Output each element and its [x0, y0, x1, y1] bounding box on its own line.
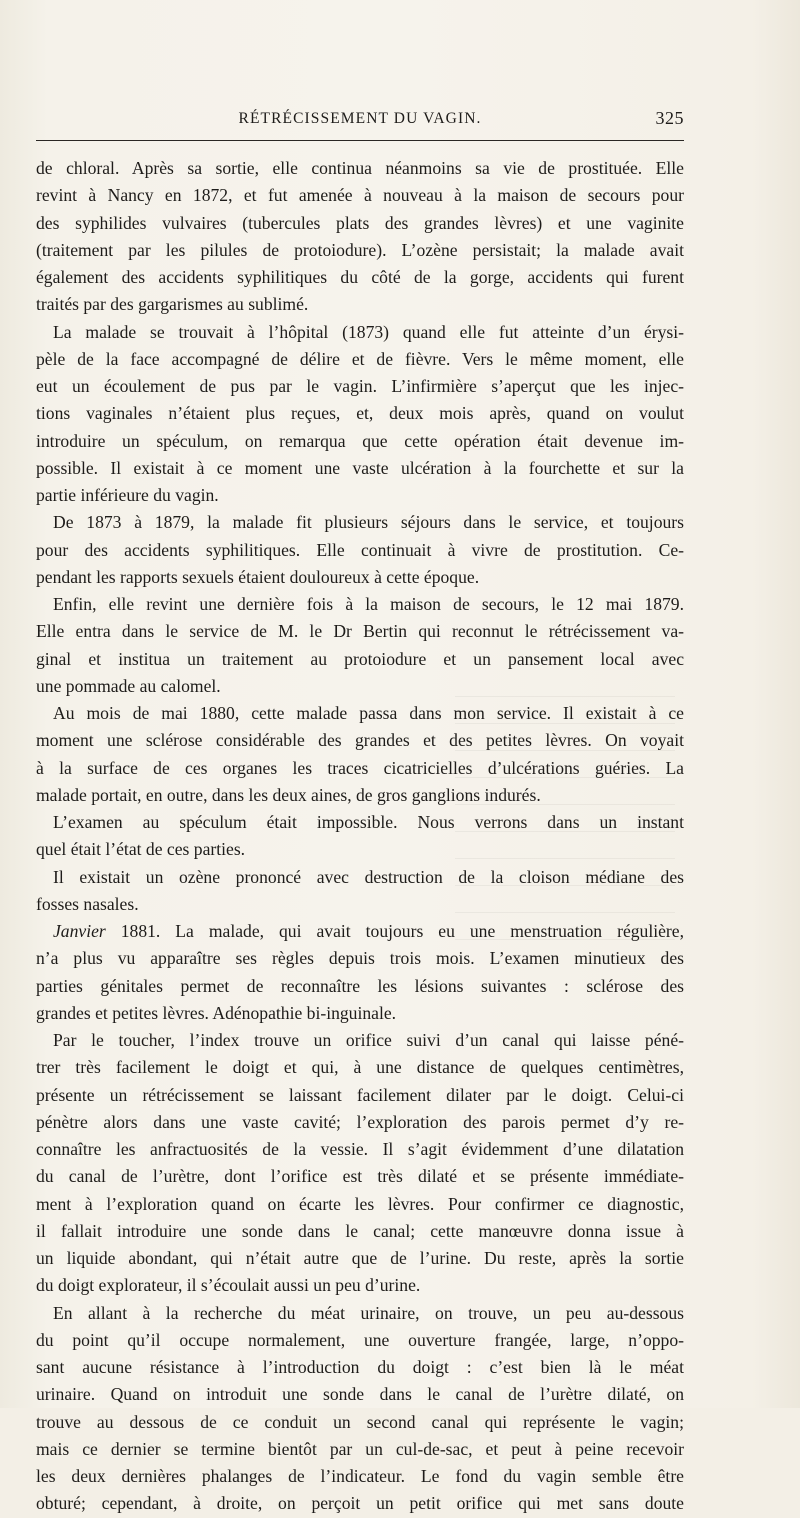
- text-line: à la surface de ces organes les traces cicatricielles d’ulcérations guéries. La: [36, 757, 684, 778]
- text-line: les deux dernières phalanges de l’indicateur. Le fond du vagin semble être: [36, 1466, 684, 1486]
- text-line: du doigt explorateur, il s’écoulait aussi un peu d’urine.: [36, 1275, 421, 1296]
- text-line: pèle de la face accompagné de délire et de fièvre. Vers le même moment, elle: [36, 348, 684, 369]
- running-title: RÉTRÉCISSEMENT DU VAGIN.: [238, 110, 482, 127]
- italic-date-word: Janvier: [53, 921, 106, 941]
- text-line: un liquide abondant, qui n’était autre que de l’urine. Du reste, après la sortie: [36, 1248, 684, 1268]
- text-line: eut un écoulement de pus par le vagin. L’infirmière s’aperçut que les injec-: [36, 376, 684, 396]
- text-line: de chloral. Après sa sortie, elle continua néanmoins sa vie de prostituée. Elle: [36, 158, 684, 178]
- text-line: moment une sclérose considérable des grandes et des petites lèvres. On voyait: [36, 730, 684, 751]
- text-line: il fallait introduire une sonde dans le canal; cette manœuvre donna issue à: [36, 1220, 684, 1241]
- page-header: [36, 108, 684, 132]
- text-line: revint à Nancy en 1872, et fut amenée à nouveau à la maison de secours pour: [36, 185, 684, 206]
- text-line: Enfin, elle revint une dernière fois à la maison de secours, le 12 mai 1879.: [53, 594, 684, 614]
- text-line: sant aucune résistance à l’introduction du doigt : c’est bien là le méat: [36, 1357, 684, 1377]
- body-text: [36, 155, 684, 1518]
- text-line: trer très facilement le doigt et qui, à une distance de quelques centimètres,: [36, 1057, 684, 1078]
- text-line: possible. Il existait à ce moment une vaste ulcération à la fourchette et sur la: [36, 457, 684, 478]
- text-line: mais ce dernier se termine bientôt par un cul-de-sac, et peut à peine recevoir: [36, 1438, 684, 1459]
- text-line: une pommade au calomel.: [36, 675, 221, 696]
- text-line: fosses nasales.: [36, 893, 139, 914]
- text-line: des syphilides vulvaires (tubercules plats des grandes lèvres) et une vaginite: [36, 212, 684, 233]
- text-line: Au mois de mai 1880, cette malade passa dans mon service. Il existait à ce: [53, 703, 684, 723]
- text-line: L’examen au spéculum était impossible. Nous verrons dans un instant: [53, 812, 684, 832]
- text-line: (traitement par les pilules de protoiodure). L’ozène persistait; la malade avait: [36, 239, 684, 260]
- text-line: urinaire. Quand on introduit une sonde dans le canal de l’urètre dilaté, on: [36, 1384, 684, 1405]
- text-line: tions vaginales n’étaient plus reçues, et, deux mois après, quand on voulut: [36, 403, 684, 424]
- text-line: Janvier 1881. La malade, qui avait toujours eu une menstruation régulière,: [53, 921, 684, 941]
- text-line: obturé; cependant, à droite, on perçoit un petit orifice qui met sans doute: [36, 1493, 684, 1514]
- text-line: La malade se trouvait à l’hôpital (1873) quand elle fut atteinte d’un érysi-: [53, 321, 684, 342]
- text-line: Elle entra dans le service de M. le Dr Bertin qui reconnut le rétrécissement va-: [36, 621, 684, 642]
- text-line: De 1873 à 1879, la malade fit plusieurs séjours dans le service, et toujours: [53, 512, 684, 533]
- text-line: du canal de l’urètre, dont l’orifice est très dilaté et se présente immédiate-: [36, 1166, 684, 1187]
- text-line: grandes et petites lèvres. Adénopathie bi-inguinale.: [36, 1002, 397, 1023]
- text-line: quel était l’état de ces parties.: [36, 839, 246, 860]
- text-line: également des accidents syphilitiques du côté de la gorge, accidents qui furent: [36, 267, 684, 287]
- page-number: 325: [655, 108, 684, 128]
- text-line: pénètre alors dans une vaste cavité; l’exploration des parois permet d’y re-: [36, 1111, 684, 1132]
- text-line: traités par des gargarismes au sublimé.: [36, 294, 309, 315]
- text-line: pendant les rapports sexuels étaient douloureux à cette époque.: [36, 566, 480, 587]
- text-line: n’a plus vu apparaître ses règles depuis trois mois. L’examen minutieux des: [36, 948, 684, 969]
- text-line: trouve au dessous de ce conduit un second canal qui représente le vagin;: [36, 1411, 684, 1432]
- text-line: ginal et institua un traitement au protoiodure et un pansement local avec: [36, 648, 684, 669]
- text-line: Par le toucher, l’index trouve un orifice suivi d’un canal qui laisse péné-: [53, 1030, 684, 1050]
- text-line: malade portait, en outre, dans les deux aines, de gros ganglions indurés.: [36, 784, 541, 805]
- text-line: ment à l’exploration quand on écarte les lèvres. Pour confirmer ce diagnostic,: [36, 1193, 684, 1214]
- text-line: introduire un spéculum, on remarqua que cette opération était devenue im-: [36, 430, 684, 451]
- text-line: connaître les anfractuosités de la vessie. Il s’agit évidemment d’une dilatation: [36, 1139, 684, 1159]
- text-line: présente un rétrécissement se laissant facilement dilater par le doigt. Celui-ci: [36, 1084, 684, 1105]
- header-rule: [36, 140, 684, 141]
- text-line: Il existait un ozène prononcé avec destruction de la cloison médiane des: [53, 866, 684, 887]
- text-line: pour des accidents syphilitiques. Elle continuait à vivre de prostitution. Ce-: [36, 539, 684, 560]
- text-line: En allant à la recherche du méat urinaire, on trouve, un peu au-dessous: [53, 1302, 684, 1323]
- text-line: du point qu’il occupe normalement, une ouverture frangée, large, n’oppo-: [36, 1329, 684, 1350]
- text-line: parties génitales permet de reconnaître les lésions suivantes : sclérose des: [36, 975, 684, 996]
- text-line: partie inférieure du vagin.: [36, 485, 219, 505]
